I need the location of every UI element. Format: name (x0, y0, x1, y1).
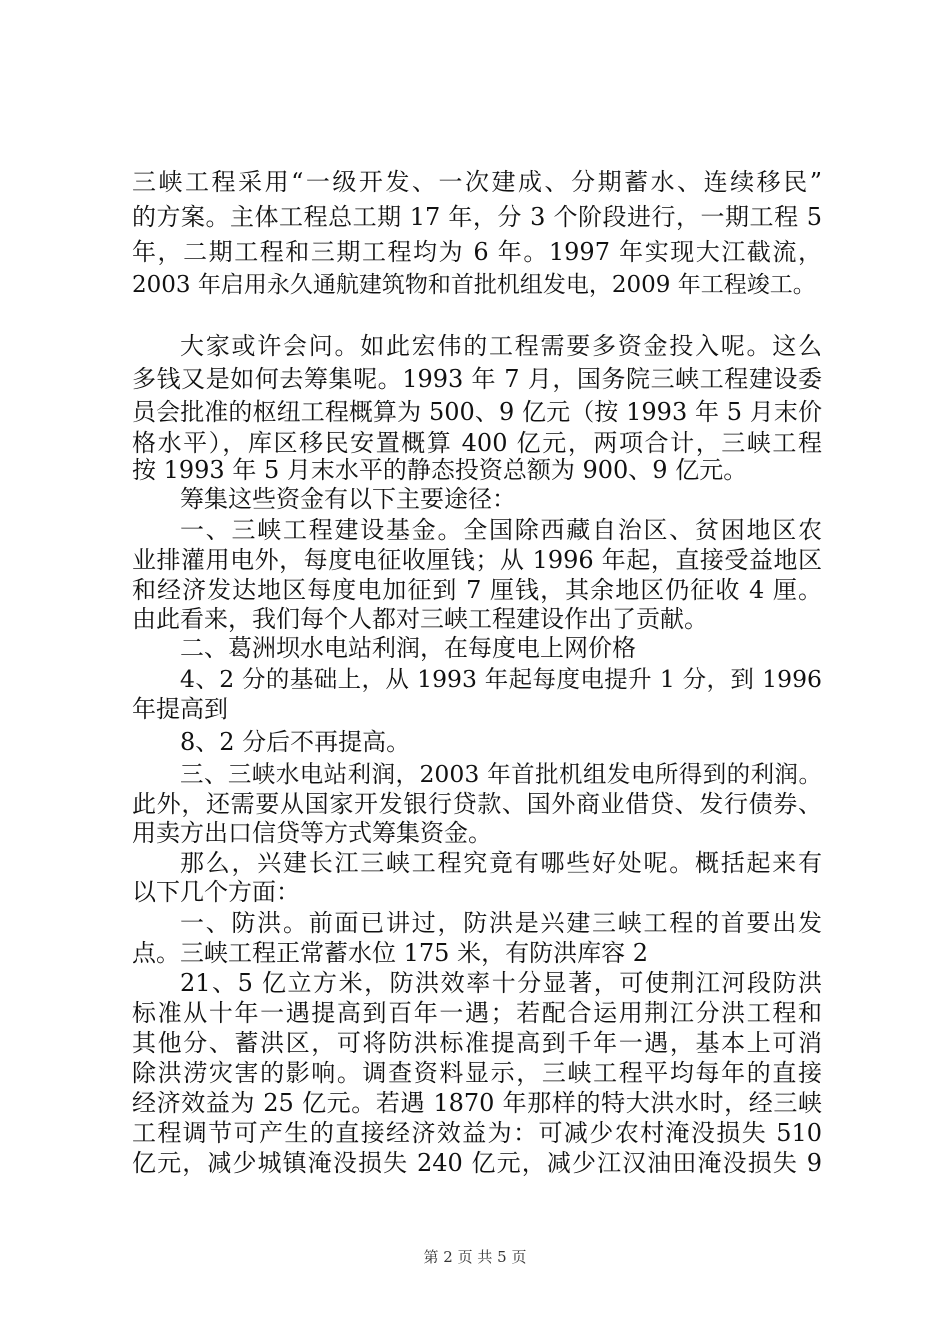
text-line: 以下几个方面： (132, 878, 300, 906)
text-line: 的方案。主体工程总工期 17 年，分 3 个阶段进行，一期工程 5 (132, 203, 822, 231)
text-line: 格水平），库区移民安置概算 400 亿元，两项合计，三峡工程 (132, 429, 822, 457)
text-line: 除洪涝灾害的影响。调查资料显示，三峡工程平均每年的直接 (132, 1059, 822, 1087)
text-line: 由此看来，我们每个人都对三峡工程建设作出了贡献。 (132, 605, 708, 633)
text-line: 和经济发达地区每度电加征到 7 厘钱，其余地区仍征收 4 厘。 (132, 576, 822, 604)
text-line: 大家或许会问。如此宏伟的工程需要多资金投入呢。这么 (180, 332, 822, 360)
text-line: 二、葛洲坝水电站利润，在每度电上网价格 (180, 634, 636, 662)
text-line: 三峡工程采用“一级开发、一次建成、分期蓄水、连续移民” (132, 168, 822, 196)
text-line: 员会批准的枢纽工程概算为 500、9 亿元（按 1993 年 5 月末价 (132, 398, 822, 426)
text-line: 业排灌用电外，每度电征收厘钱；从 1996 年起，直接受益地区 (132, 546, 822, 574)
page-number: 第 2 页 共 5 页 (423, 1248, 527, 1266)
text-line: 亿元，减少城镇淹没损失 240 亿元，减少江汉油田淹没损失 9 (132, 1149, 822, 1177)
text-line: 多钱又是如何去筹集呢。1993 年 7 月，国务院三峡工程建设委 (132, 365, 822, 393)
text-line: 那么，兴建长江三峡工程究竟有哪些好处呢。概括起来有 (180, 849, 822, 877)
text-line: 标准从十年一遇提高到百年一遇；若配合运用荆江分洪工程和 (132, 999, 822, 1027)
text-line: 此外，还需要从国家开发银行贷款、国外商业借贷、发行债券、 (132, 790, 822, 818)
text-line: 用卖方出口信贷等方式筹集资金。 (132, 819, 492, 847)
text-line: 21、5 亿立方米，防洪效率十分显著，可使荆江河段防洪 (180, 969, 822, 997)
text-line: 年提高到 (132, 695, 228, 723)
text-line: 经济效益为 25 亿元。若遇 1870 年那样的特大洪水时，经三峡 (132, 1089, 822, 1117)
text-line: 4、2 分的基础上，从 1993 年起每度电提升 1 分，到 1996 (180, 665, 822, 693)
text-line: 其他分、蓄洪区，可将防洪标准提高到千年一遇，基本上可消 (132, 1029, 822, 1057)
text-line: 年，二期工程和三期工程均为 6 年。1997 年实现大江截流， (132, 238, 822, 266)
text-line: 按 1993 年 5 月末水平的静态投资总额为 900、9 亿元。 (132, 456, 748, 484)
text-line: 筹集这些资金有以下主要途径： (180, 485, 516, 513)
text-line: 2003 年启用永久通航建筑物和首批机组发电，2009 年工程竣工。 (132, 272, 816, 298)
text-line: 三、三峡水电站利润，2003 年首批机组发电所得到的利润。 (180, 760, 822, 788)
text-line: 一、三峡工程建设基金。全国除西藏自治区、贫困地区农 (180, 516, 822, 544)
text-line: 8、2 分后不再提高。 (180, 728, 411, 756)
text-line: 一、防洪。前面已讲过，防洪是兴建三峡工程的首要出发 (180, 909, 822, 937)
text-line: 工程调节可产生的直接经济效益为：可减少农村淹没损失 510 (132, 1119, 822, 1147)
text-line: 点。三峡工程正常蓄水位 175 米，有防洪库容 2 (132, 939, 648, 967)
